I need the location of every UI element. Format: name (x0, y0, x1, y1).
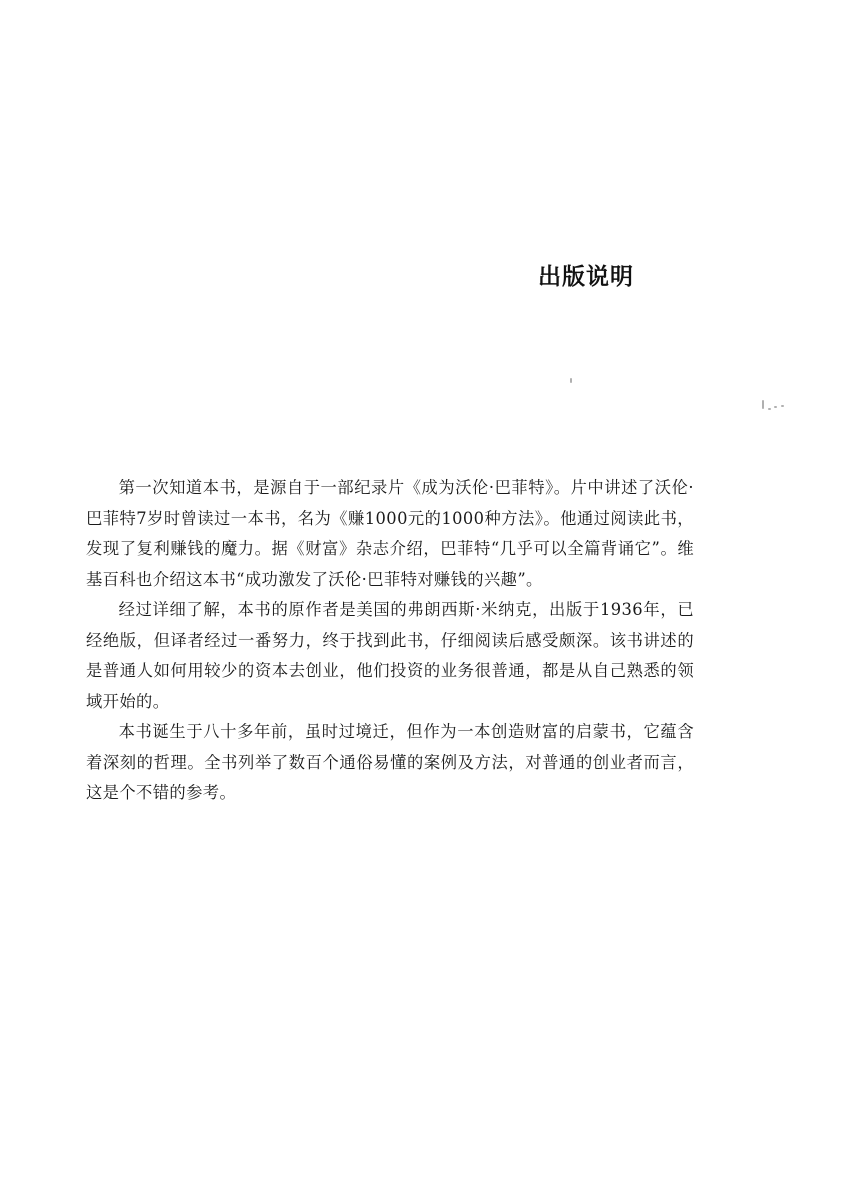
scan-speck (774, 406, 777, 408)
scan-speck (570, 378, 572, 383)
scan-speck (762, 400, 764, 409)
scan-speck (781, 405, 784, 407)
scan-speck (768, 408, 771, 410)
paragraph: 第一次知道本书，是源自于一部纪录片《成为沃伦·巴菲特》。片中讲述了沃伦·巴菲特7岁时曾读过一本书，名为《赚1000元的1000种方法》。他通过阅读此书，发现了复利赚钱的魔力。据《财富》杂志介绍，巴菲特“几乎可以全篇背诵它”。维基百科也介绍这本书“成功激发了沃伦·巴菲特对赚钱的兴趣”。 (86, 478, 694, 589)
paragraph: 经过详细了解，本书的原作者是美国的弗朗西斯·米纳克，出版于1936年，已经绝版，但译者经过一番努力，终于找到此书，仔细阅读后感受颇深。该书讲述的是普通人如何用较少的资本去创业，他们投资的业务很普通，都是从自己熟悉的领域开始的。 (86, 600, 694, 711)
page-title: 出版说明 (538, 264, 634, 290)
paragraph: 本书诞生于八十多年前，虽时过境迁，但作为一本创造财富的启蒙书，它蕴含着深刻的哲理。全书列举了数百个通俗易懂的案例及方法，对普通的创业者而言，这是个不错的参考。 (86, 722, 694, 802)
body-text (86, 473, 694, 809)
